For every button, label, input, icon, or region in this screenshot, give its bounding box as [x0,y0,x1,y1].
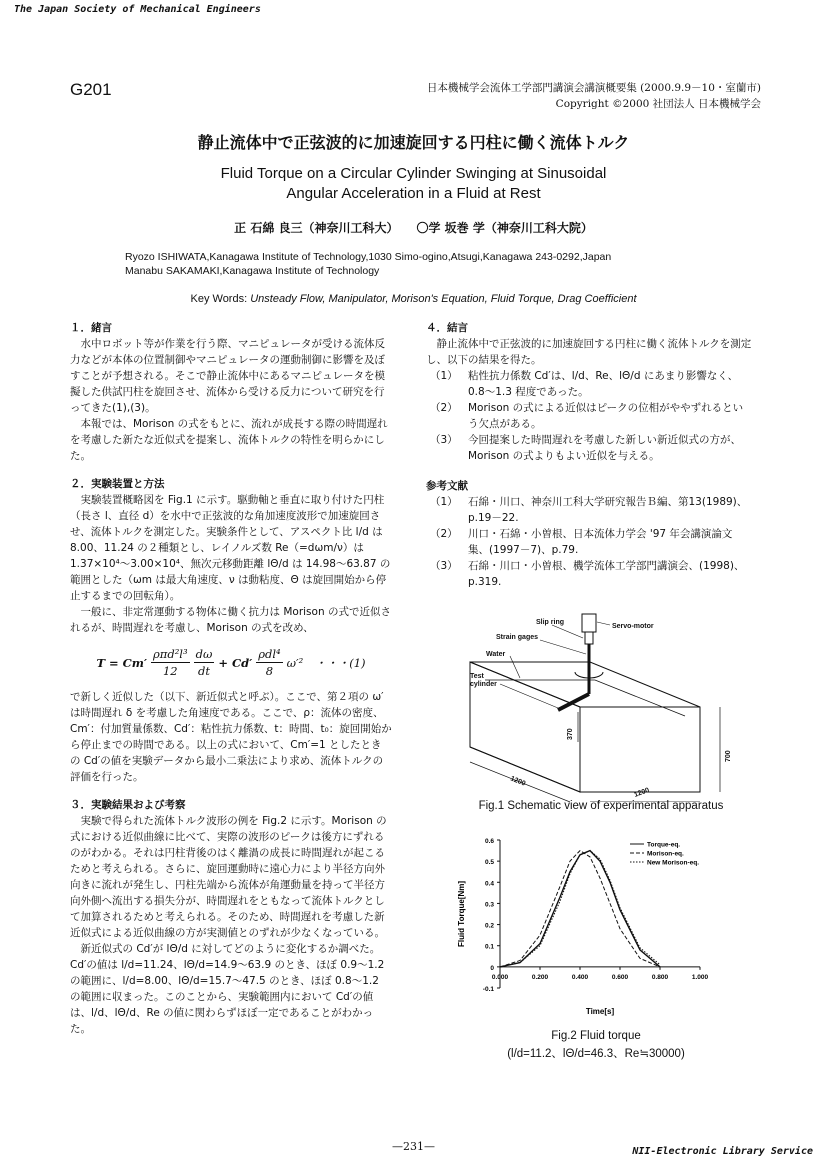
title-english-line-2: Angular Acceleration in a Fluid at Rest [286,185,541,202]
list-item: （1） 粘性抗力係数 Cd′は、l/d、Re、lΘ/d にあまり影響なく、0.8〜1.3 程度であった。 [430,370,739,398]
y-tick-label: 0.5 [484,859,494,867]
title-japanese: 静止流体中で正弦波的に加速旋回する円柱に働く流体トルク [197,133,630,152]
affiliation-1: Ryozo ISHIWATA,Kanagawa Institute of Technology,1030 Simo-ogino,Atsugi,Kanagawa 243-0292,Japan [125,251,612,263]
section-1-paragraph-2: 本報では、Morison の式をもとに、流れが成長する際の時間遅れを考慮した新たな近似式を提案し、流体トルクの特性を明らかにした。 [70,418,388,462]
keywords-line [0,293,827,305]
section-1-title: １．緒言 [70,322,112,334]
list-item: （2） 川口・石綿・小曽根、日本流体力学会 '97 年会講演論文集、(1997－7)、p.79. [430,528,733,556]
section-3-paragraph-1: 実験で得られた流体トルク波形の例を Fig.2 に示す。Morison の式における近似曲線に比べて、実際の波形のピークは後方にずれるのがわかる。それは円柱背後のはく離渦の成長に時間遅れが起こるためと考えられる。さらに、旋回運動時に遠心力により半径方向外向きに流れが発生し、円柱先端から流体が角運動量を持って半径方向外側へ流出する損失分が、時間遅れをともなって流体トルクとして加算されるためと考えられる。そのため、時間遅れを考慮した新近似式による近似曲線の方が実測値とのずれが少なくなっている。 [70,815,387,939]
library-service: NII-Electronic Library Service [632,1146,813,1157]
label-water: Water [486,651,506,658]
y-tick-label: 0.6 [484,838,494,845]
x-tick-label: 0.400 [571,973,589,981]
label-dim-1200-b: 1200 [633,786,651,799]
equation-f1-den: 12 [162,664,178,678]
equation-1 [70,646,392,679]
y-tick-label: 0.4 [484,880,494,888]
y-tick-label: 0.2 [484,922,494,930]
references-list [426,494,752,590]
equation-fraction-1 [151,646,190,679]
figure-1-caption: Fig.1 Schematic view of experimental apparatus [478,800,724,812]
section-4-title: ４．結言 [426,322,468,334]
equation-mid: + Cd′ [218,655,253,670]
legend-label: Torque-eq. [647,841,681,849]
list-item: （3） 今回提案した時間遅れを考慮した新しい新近似式の方が、Morison の式よりもよい近似を与える。 [430,434,741,462]
section-3-paragraph-2: 新近似式の Cd′が lΘ/d に対してどのように変化するか調べた。Cd′の値は l/d=11.24、lΘ/d=14.9〜63.9 のとき、ほぼ 0.9〜1.2 の範囲に、l/d=8.00、lΘ/d=15.7〜47.5 のとき、ほぼ 0.8〜1.2 の範囲に収まった。このことから、実験範囲内において Cd′の値は、l/d、lΘ/d、Re の値に関わらずほぼ一定であることがわかった。 [70,943,385,1035]
legend-label: New Morison-eq. [647,859,700,867]
authors: 正 石綿 良三（神奈川工科大） 〇学 坂巻 学（神奈川工科大院） [234,221,593,235]
series-line [500,851,660,967]
section-2-paragraph-3: で新しく近似した（以下、新近似式と呼ぶ）。ここで、第２項の ω′は時間遅れ δ を考慮した角速度である。ここで、ρ：流体の密度、Cm′：付加質量係数、Cd′：粘性抗力係数、t：時間、t₀：旋回開始から停止までの時間である。以上の式において、Cm′=1 としたときの Cd′の値を実験データから最小二乗法により求め、流体トルクの評価を行った。 [70,691,392,783]
x-tick-label: 0.600 [611,973,629,981]
equation-f2-den: dt [197,664,210,678]
x-axis-label: Time[s] [585,1007,615,1016]
figure-2-chart [450,830,720,1030]
list-item: （2） Morison の式による近似はピークの位相がややずれるという欠点がある。 [430,402,744,430]
y-tick-label: 0 [490,964,494,972]
keywords-text: Unsteady Flow, Manipulator, Morison's Equation, Fluid Torque, Drag Coefficient [250,293,637,305]
y-tick-label: 0.1 [484,943,494,951]
equation-lhs: T = Cm′ [96,655,148,670]
society-name: The Japan Society of Mechanical Engineers [14,4,261,15]
equation-f3-num: ρdl⁴ [258,647,281,661]
label-strain-gages: Strain gages [496,634,539,641]
section-2-paragraph-1: 実験装置概略図を Fig.1 に示す。駆動軸と垂直に取り付けた円柱（長さ l、直径 d）を水中で正弦波的な角加速度波形で加速旋回させ、流体トルクを測定した。実験条件として、アスペクト比 l/d は 8.00、11.24 の２種類とし、レイノルズ数 Re（=dωm/ν）は 1.37×10⁴〜3.00×10⁴、無次元移動距離 lΘ/d は 14.98〜63.87 の範囲とした（ωm は最大角速度、ν は動粘度、Θ は旋回開始から停止するまでの回転角）。 [70,494,391,602]
y-tick-label: 0.3 [484,901,494,909]
keywords-label: Key Words: [190,293,248,305]
conclusions-list [426,368,752,464]
x-tick-label: 0.200 [531,973,549,981]
section-3-title: ３．実験結果および考察 [70,799,186,811]
equation-tail: ω′² ・・・(1) [286,655,366,670]
left-column [70,320,392,1037]
figure-2-caption-sub: (l/d=11.2、lΘ/d=46.3、Re≒30000) [507,1048,685,1060]
x-tick-label: 0.000 [491,973,509,981]
section-2-paragraph-2: 一般に、非定常運動する物体に働く抗力は Morison の式で近似されるが、時間遅れを考慮し、Morison の式を改め、 [70,606,391,634]
equation-fraction-2 [194,646,215,679]
y-axis-label: Fluid Torque[Nm] [457,880,466,948]
y-tick-label: -0.1 [482,986,494,993]
right-column [426,320,752,590]
label-test: Test [470,673,484,680]
section-4-intro: 静止流体中で正弦波的に加速旋回する円柱に働く流体トルクを測定し、以下の結果を得た。 [426,338,752,366]
label-dim-1200-a: 1200 [509,775,527,788]
series-line [500,851,660,967]
legend-label: Morison-eq. [647,850,684,858]
label-dim-370: 370 [567,728,574,740]
paper-code: G201 [70,80,112,99]
figure-2-caption: Fig.2 Fluid torque [551,1030,641,1042]
title-english-line-1: Fluid Torque on a Circular Cylinder Swinging at Sinusoidal [220,165,607,182]
section-2-title: ２．実験装置と方法 [70,478,165,490]
section-1-paragraph-1: 水中ロボット等が作業を行う際、マニピュレータが受ける流体反力などが本体の位置制御やマニピュレータの運動制御に影響を及ぼすことが予想される。そこで静止流体中にあるマニピュレータを模擬した供試円柱を旋回させ、流体から受ける反力について研究を行ってきた(1),(3)。 [70,338,385,414]
page-number: —231— [392,1140,435,1153]
list-item: （1） 石綿・川口、神奈川工科大学研究報告Ｂ編、第13(1989)、p.19－22. [430,496,748,524]
label-slip-ring: Slip ring [536,619,564,626]
label-servo-motor: Servo-motor [612,623,654,630]
figure-1-apparatus [440,612,740,802]
x-tick-label: 0.800 [651,973,669,981]
equation-f3-den: 8 [265,664,274,678]
equation-f1-num: ρπd²l³ [153,647,188,661]
list-item: （3） 石綿・川口・小曽根、機学流体工学部門講演会、(1998)、p.319. [430,560,745,588]
conference-info: 日本機械学会流体工学部門講演会講演概要集 (2000.9.9－10・室蘭市) [426,82,761,94]
copyright-notice: Copyright ©2000 社団法人 日本機械学会 [555,98,761,110]
affiliation-2: Manabu SAKAMAKI,Kanagawa Institute of Technology [125,265,380,277]
label-cylinder: cylinder [470,681,497,688]
equation-f2-num: dω [195,647,213,661]
x-tick-label: 1.000 [691,973,709,981]
equation-fraction-3 [256,646,282,679]
label-dim-700: 700 [725,750,732,762]
references-title: 参考文献 [426,480,468,492]
series-line [500,851,660,967]
